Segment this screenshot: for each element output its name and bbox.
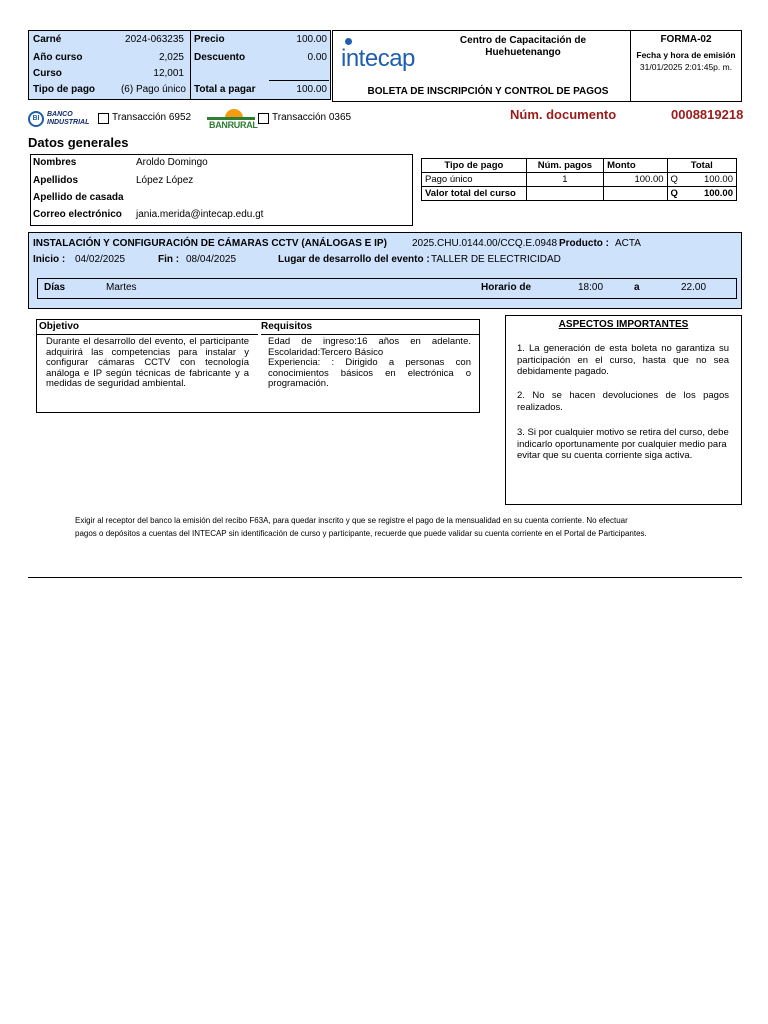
curso-box bbox=[28, 232, 742, 309]
curso-value: 12,001 bbox=[153, 68, 184, 79]
table-row bbox=[422, 187, 737, 201]
carne-label: Carné bbox=[33, 34, 62, 45]
banrural-checkbox[interactable] bbox=[258, 113, 269, 124]
a-label: a bbox=[634, 282, 640, 293]
hora-fin: 22.00 bbox=[681, 282, 707, 293]
requisitos-escolaridad: Escolaridad:Tercero Básico bbox=[268, 346, 384, 358]
horario-box bbox=[37, 278, 737, 299]
pagos-valor-total: 100.00 bbox=[682, 187, 737, 201]
descuento-label: Descuento bbox=[194, 52, 246, 63]
pagos-row-total: 100.00 bbox=[682, 173, 737, 187]
anio-label: Año curso bbox=[33, 52, 83, 63]
datos-box bbox=[30, 154, 413, 226]
pagos-header-row bbox=[422, 159, 737, 173]
hora-inicio: 18:00 bbox=[578, 282, 604, 293]
logo-dot-icon bbox=[345, 38, 352, 45]
tipo-label: Tipo de pago bbox=[33, 84, 96, 95]
total-label: Total a pagar bbox=[194, 84, 256, 95]
pagos-row-monto: 100.00 bbox=[604, 173, 667, 187]
apellidos-label: Apellidos bbox=[33, 175, 79, 186]
lugar-value: TALLER DE ELECTRICIDAD bbox=[431, 254, 561, 265]
header-summary-box bbox=[28, 30, 331, 100]
pagos-row-q: Q bbox=[667, 173, 682, 187]
curso-title: INSTALACIÓN Y CONFIGURACIÓN DE CÁMARAS CCTV (ANÁLOGAS E IP) bbox=[33, 238, 387, 249]
correo-label: Correo electrónico bbox=[33, 209, 122, 220]
carne-value: 2024-063235 bbox=[125, 34, 184, 45]
nombres-value: Aroldo Domingo bbox=[136, 157, 208, 168]
objetivo-label: Objetivo bbox=[39, 321, 80, 332]
total-value: 100.00 bbox=[296, 84, 327, 95]
bi-transaccion: Transacción 6952 bbox=[112, 112, 192, 123]
centro-line2: Huehuetenango bbox=[485, 47, 561, 58]
banrural-text: BANRURAL bbox=[209, 120, 258, 130]
casada-label: Apellido de casada bbox=[33, 192, 124, 203]
datos-section-title: Datos generales bbox=[28, 135, 129, 150]
banco-industrial-logo bbox=[28, 110, 98, 130]
dias-value: Martes bbox=[106, 282, 137, 293]
bi-checkbox[interactable] bbox=[98, 113, 109, 124]
doc-label: Núm. documento bbox=[510, 107, 617, 122]
pagos-h-tipo: Tipo de pago bbox=[422, 159, 527, 173]
pagos-row-tipo: Pago único bbox=[422, 173, 527, 187]
boleta-title: BOLETA DE INSCRIPCIÓN Y CONTROL DE PAGOS bbox=[367, 86, 609, 97]
table-row bbox=[422, 173, 737, 187]
aspectos-p3: 3. Si por cualquier motivo se retira del curso, debe indicarlo oportunamente por cualquier medio para evitar que su cuenta corriente siga activa. bbox=[517, 427, 729, 461]
inicio-value: 04/02/2025 bbox=[75, 254, 126, 265]
anio-value: 2,025 bbox=[158, 52, 184, 63]
header-forma-box bbox=[630, 30, 742, 102]
fin-value: 08/04/2025 bbox=[186, 254, 237, 265]
precio-value: 100.00 bbox=[296, 34, 327, 45]
curso-label: Curso bbox=[33, 68, 62, 79]
inicio-label: Inicio : bbox=[33, 254, 66, 265]
bi-badge-icon: BI bbox=[28, 111, 44, 127]
bottom-divider bbox=[28, 577, 742, 578]
tipo-value: (6) Pago único bbox=[120, 84, 186, 95]
centro-line1: Centro de Capacitación de bbox=[459, 35, 587, 46]
aspectos-title: ASPECTOS IMPORTANTES bbox=[558, 319, 689, 330]
pagos-valor-q: Q bbox=[667, 187, 682, 201]
pagos-h-total: Total bbox=[667, 159, 736, 173]
objetivo-text: Durante el desarrollo del evento, el participante adquirirá las competencias para instalar y configurar cámaras CCTV con tecnología análoga e IP según técnicas de fabricante y a medidas de seguridad ambiental. bbox=[46, 336, 249, 389]
horario-label: Horario de bbox=[481, 282, 532, 293]
pagos-table bbox=[421, 158, 737, 201]
precio-label: Precio bbox=[194, 34, 225, 45]
bi-line2: INDUSTRIAL bbox=[47, 119, 90, 126]
aspectos-p1: 1. La generación de esta boleta no garantiza su participación en el curso, hasta que no sea debidamente pagado. bbox=[517, 343, 729, 377]
curso-code: 2025.CHU.0144.00/CCQ.E.0948 bbox=[412, 238, 558, 249]
correo-value: jania.merida@intecap.edu.gt bbox=[136, 209, 264, 220]
header-center-box bbox=[332, 30, 631, 102]
requisitos-experiencia: Experiencia: : Dirigido a personas con conocimientos básicos en electrónica o programación. bbox=[268, 357, 471, 389]
doc-number: 0008819218 bbox=[671, 107, 744, 122]
logo-text: intecap bbox=[341, 45, 415, 72]
pagos-h-num: Núm. pagos bbox=[526, 159, 603, 173]
banrural-transaccion: Transacción 0365 bbox=[272, 112, 352, 123]
pagos-valor-label: Valor total del curso bbox=[422, 187, 527, 201]
producto-label: Producto : bbox=[559, 238, 609, 249]
intecap-logo bbox=[341, 37, 425, 79]
nombres-label: Nombres bbox=[33, 157, 77, 168]
pagos-row-num: 1 bbox=[526, 173, 603, 187]
requisitos-label: Requisitos bbox=[261, 321, 313, 332]
forma-code: FORMA-02 bbox=[660, 34, 712, 45]
fecha-value: 31/01/2025 2:01:45p. m. bbox=[639, 62, 733, 72]
aspectos-box bbox=[505, 315, 742, 505]
dias-label: Días bbox=[44, 282, 66, 293]
banrural-logo bbox=[207, 108, 258, 132]
fecha-label: Fecha y hora de emisión bbox=[636, 50, 736, 60]
pagos-h-monto: Monto bbox=[604, 159, 667, 173]
footer-line1: Exigir al receptor del banco la emisión del recibo F63A, para quedar inscrito y que se registre el pago de la mensualidad en su cuenta corriente. No efectuar bbox=[75, 516, 628, 525]
descuento-value: 0.00 bbox=[307, 52, 327, 63]
fin-label: Fin : bbox=[158, 254, 180, 265]
footer-line2: pagos o depósitos a cuentas del INTECAP sin identificación de curso y participante, recuerde que puede validar su cuenta corriente en el Portal de Participantes. bbox=[75, 529, 647, 538]
requisitos-edad: Edad de ingreso:16 años en adelante. bbox=[268, 336, 471, 347]
lugar-label: Lugar de desarrollo del evento : bbox=[278, 254, 430, 265]
bi-line1: BANCO bbox=[47, 111, 73, 118]
aspectos-p2: 2. No se hacen devoluciones de los pagos realizados. bbox=[517, 390, 729, 413]
producto-value: ACTA bbox=[615, 238, 641, 249]
apellidos-value: López López bbox=[136, 175, 194, 186]
objetivo-requisitos-box bbox=[36, 319, 480, 413]
